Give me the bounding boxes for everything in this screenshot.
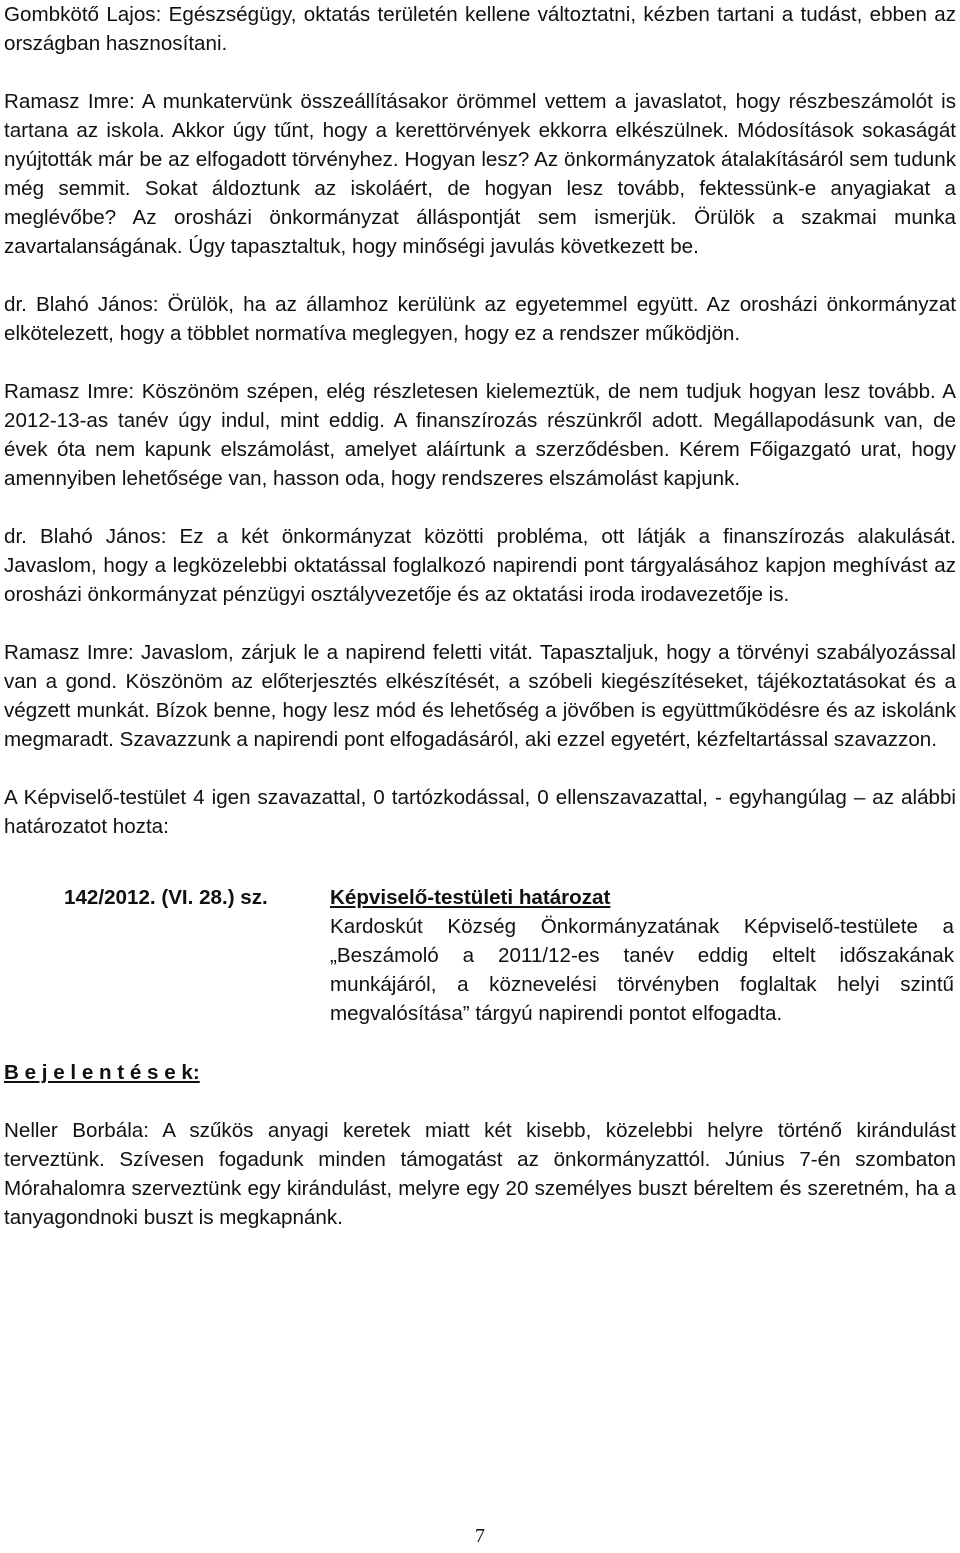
page-number: 7 xyxy=(475,1525,485,1547)
paragraph-gap xyxy=(4,348,956,377)
paragraph-neller: Neller Borbála: A szűkös anyagi keretek miatt két kisebb, közelebbi helyre történő kirándulást terveztünk. Szívesen fogadunk minden támogatást az önkormányzattól. Június 7-én szombaton Mórahalomra szerveztünk egy kirándulást, melyre egy 20 személyes buszt béreltem és szeretném, ha a tanyagondnoki buszt is megkapnánk. xyxy=(4,1119,956,1229)
document-page xyxy=(4,0,956,1232)
paragraph-gap xyxy=(4,58,956,87)
paragraph-vote-result: A Képviselő-testület 4 igen szavazattal, 0 tartózkodással, 0 ellenszavazattal, - egyhangúlag – az alábbi határozatot hozta: xyxy=(4,786,956,838)
paragraph-ramasz-1: Ramasz Imre: A munkatervünk összeállításakor örömmel vettem a javaslatot, hogy részbeszámolót is tartana az iskola. Akkor úgy tűnt, hogy a kerettörvények ekkorra elkészülnek. Módosítások sokaságát nyújtották már be az elfogadott törvényhez. Hogyan lesz? Az önkormányzatok átalakításáról sem tudunk még semmit. Sokat áldoztunk az iskoláért, de hogyan lesz tovább, fektessünk-e anyagiakat a meglévőbe? Az orosházi önkormányzat álláspontját sem ismerjük. Örülök a szakmai munka zavartalanságának. Úgy tapasztaltuk, hogy minőségi javulás következett be. xyxy=(4,90,956,258)
paragraph-ramasz-3: Ramasz Imre: Javaslom, zárjuk le a napirend feletti vitát. Tapasztaljuk, hogy a törvényi szabályozással van a gond. Köszönöm az előterjesztés elkészítését, a szóbeli kiegészítéseket, tájékoztatásokat és a végzett munkát. Bízok benne, hogy lesz mód és lehetőség a jövőben is együttműködésre és az iskolánk megmaradt. Szavazzunk a napirendi pont elfogadásáról, aki ezzel egyetért, kézfeltartással szavazzon. xyxy=(4,641,956,751)
paragraph-gombkoto: Gombkötő Lajos: Egészségügy, oktatás területén kellene változtatni, kézben tartani a tudást, ebben az országban hasznosítani. xyxy=(4,3,956,55)
resolution-body xyxy=(330,883,954,1028)
paragraph-gap xyxy=(4,493,956,522)
announcements-heading: B e j e l e n t é s e k: xyxy=(4,1061,200,1084)
paragraph-gap xyxy=(4,841,956,870)
paragraph-gap xyxy=(4,609,956,638)
paragraph-gap xyxy=(4,1087,956,1116)
paragraph-gap xyxy=(4,754,956,783)
paragraph-gap xyxy=(4,261,956,290)
paragraph-blaho-1: dr. Blahó János: Örülök, ha az államhoz kerülünk az egyetemmel együtt. Az orosházi önkormányzat elkötelezett, hogy a többlet normatíva meglegyen, hogy ez a rendszer működjön. xyxy=(4,293,956,345)
resolution-title: Képviselő-testületi határozat xyxy=(330,886,611,909)
resolution-text: Kardoskút Község Önkormányzatának Képviselő-testülete a „Beszámoló a 2011/12-es tanév eddig eltelt időszakának munkájáról, a köznevelési törvényben foglaltak helyi szintű megvalósítása” tárgyú napirendi pontot elfogadta. xyxy=(330,915,954,1025)
resolution-block xyxy=(4,883,956,1028)
resolution-number: 142/2012. (VI. 28.) sz. xyxy=(64,886,268,909)
paragraph-ramasz-2: Ramasz Imre: Köszönöm szépen, elég részletesen kielemeztük, de nem tudjuk hogyan lesz tovább. A 2012-13-as tanév úgy indul, mint eddig. A finanszírozás részünkről adott. Megállapodásunk van, de évek óta nem kapunk elszámolást, amelyet aláírtunk a szerződésben. Kérem Főigazgató urat, hogy amennyiben lehetősége van, hasson oda, hogy rendszeres elszámolást kapjunk. xyxy=(4,380,956,490)
paragraph-blaho-2: dr. Blahó János: Ez a két önkormányzat közötti probléma, ott látják a finanszírozás alakulását. Javaslom, hogy a legközelebbi oktatással foglalkozó napirendi pont tárgyalásához kapjon meghívást az orosházi önkormányzat pénzügyi osztályvezetője és az oktatási iroda irodavezetője is. xyxy=(4,525,956,606)
